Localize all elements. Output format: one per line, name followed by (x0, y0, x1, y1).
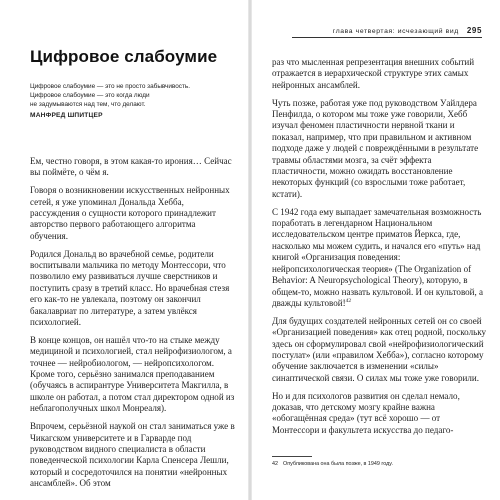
right-page (252, 0, 500, 500)
footnote-text: Опубликована она была позже, в 1949 году. (283, 461, 393, 467)
paragraph: Но и для психологов развития он сделал немало, доказав, что детскому мозгу крайне важна «обогащённая среда» (тут всё хорошо — от Монтессори и факультета искусства до педаго- (272, 390, 460, 435)
epigraph-line: Цифровое слабоумие — это не просто забывчивость. (30, 83, 191, 90)
paragraph: Родился Дональд во врачебной семье, родители воспитывали мальчика по методу Монтессори, что позволило ему развиваться лучше сверстников и поступить сразу в третий класс. Но врачебная стезя его как-то не увлекала, поэтому он закончил бакалавриат по литературе, а затем увлёкся психологией. (30, 248, 230, 328)
footnote-ref[interactable]: 42 (345, 297, 352, 304)
paragraph: Впрочем, серьёзной наукой он стал заниматься уже в Чикагском университете и в Гарварде под руководством видного специалиста в области поведенческой психологии Карла Спенсера Лешли, который и сосредоточился на понятии «нейронных ансамблей». Об этом (30, 421, 235, 489)
paragraph (272, 207, 486, 310)
footnote (272, 461, 486, 467)
paragraph: раз что мысленная репрезентация внешних событий отражается в иерархической структуре этих самых нейронных ансамблей. (272, 57, 475, 90)
chapter-title: Цифровое слабоумие (30, 47, 218, 66)
epigraph (30, 82, 230, 120)
page-number: 295 (466, 26, 482, 35)
epigraph-line: не задумываются над тем, что делают. (30, 101, 146, 109)
epigraph-line: Цифровое слабоумие — это когда люди (30, 92, 150, 100)
running-head (292, 26, 482, 38)
footnote-number: 42 (272, 461, 278, 467)
paragraph: Говоря о возникновении искусственных нейронных сетей, я уже упоминал Дональда Хебба, рассуждения о сущности которого принадлежит авторство первого работающего алгоритма обучения. (30, 185, 230, 241)
paragraph: В конце концов, он нашёл что-то на стыке между медициной и психологией, стал нейрофизиологом, а точнее — нейробиологом, — нейропсихологом. Кроме того, серьёзно занимался преподаванием (обучаясь в аспирантуре Университета Макгилла, в школе он работал, а потом стал директором одной из неблагополучных школ Монреаля). (30, 334, 235, 414)
paragraph-text: С 1942 года ему выпадает замечательная возможность поработать в легендарном Национальном исследовательском центре приматов Йеркса, где, насколько мы можем судить, и начался его «путь» над книгой «Организация поведения: нейропсихологическая теория» (The Organization of Behavior: A Neuropsychological Theory), которую, в общем-то, можно назвать культовой. И он культовой, а дважды культовой! (272, 206, 484, 308)
left-page (0, 0, 248, 500)
footnote-divider (272, 456, 312, 457)
running-head-title: глава четвертая: исчезающий вид (332, 28, 459, 35)
paragraph: Для будущих создателей нейронных сетей он со своей «Организацией поведения» как отец родной, поскольку здесь он сформулировал свой «нейрофизиологический постулат» (или «правилом Хебба»), согласно которому обучение заключается в изменении «силы» синаптической связи. О силах мы тоже уже говорили. (272, 315, 487, 383)
paragraph: Чуть позже, работая уже под руководством Уайлдера Пенфилда, о котором мы тоже уже говорили, Хебб изучал феномен пластичности нервной ткани и показал, например, что при правильном и активном подходе даже у людей с повреждёнными в результате травмы областями мозга, за счёт эффекта пластичности, можно ожидать восстановление некоторых функций (со взрослыми тоже работает, кстати). (272, 97, 479, 199)
left-body-text (30, 156, 235, 496)
epigraph-author: МАНФРЕД ШПИТЦЕР (30, 111, 103, 119)
paragraph: Ем, честно говоря, в этом какая-то ирония… Сейчас вы поймёте, о чём я. (30, 156, 232, 178)
right-body-text (272, 57, 486, 443)
